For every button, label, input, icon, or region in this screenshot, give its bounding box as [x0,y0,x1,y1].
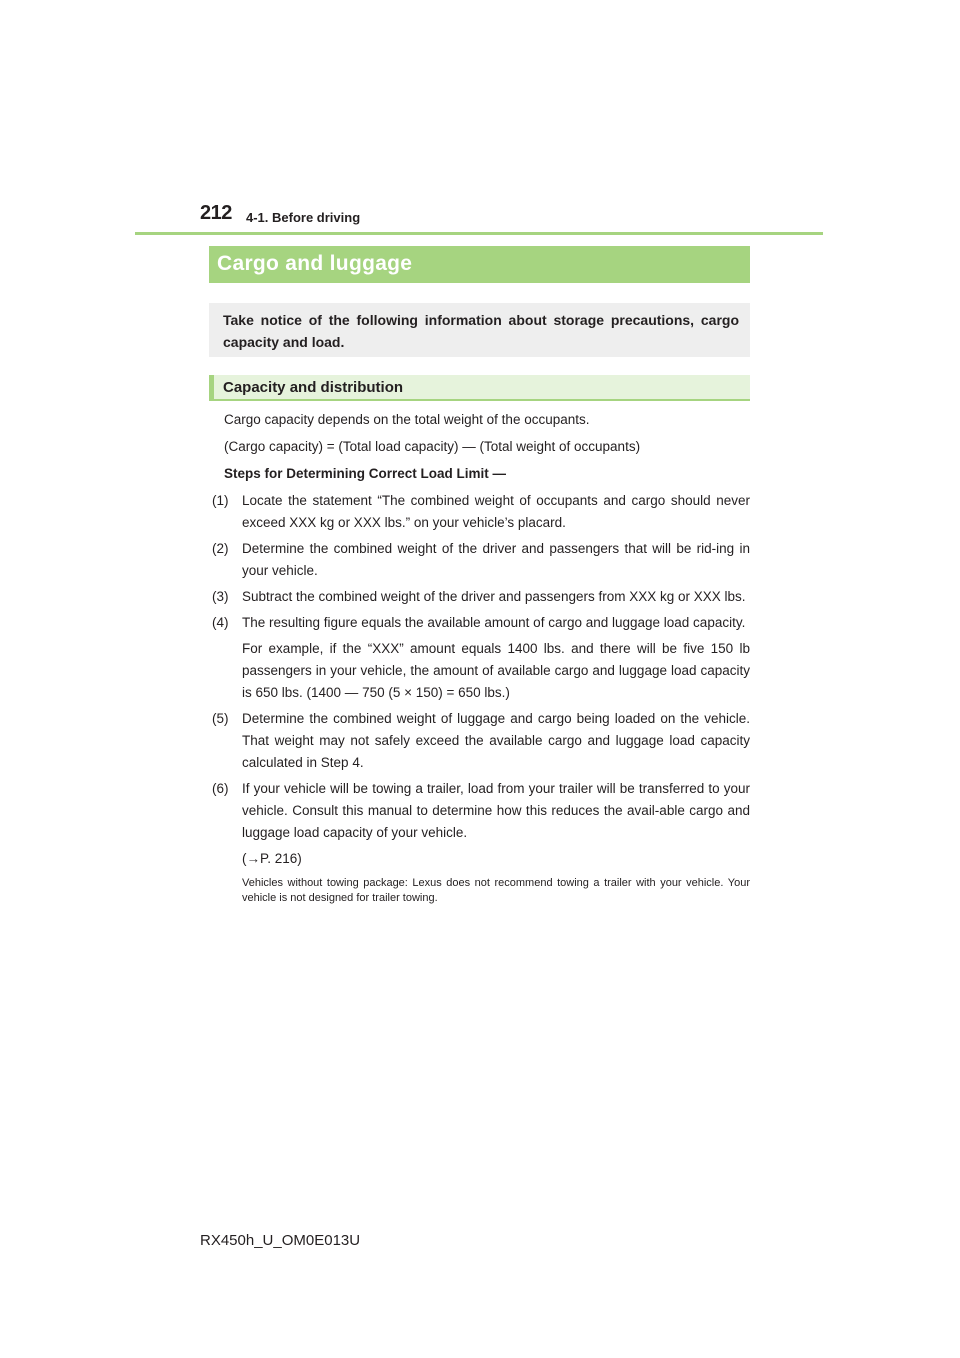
page-number: 212 [200,202,232,224]
section-label: 4-1. Before driving [246,210,361,225]
subsection-bar [209,375,750,401]
step-item [212,778,750,870]
step-text: If your vehicle will be towing a trailer, load from your trailer will be transferred to your vehicle. Consult this manual to determine how this reduces the avail-able cargo and luggage load capacity of your vehicle. [242,781,750,840]
subsection-title: Capacity and distribution [223,379,404,396]
step-item [212,490,750,534]
step-number: (4) [212,615,229,630]
step-number: (5) [212,711,229,726]
footer-model-code: RX450h_U_OM0E013U [200,1232,361,1249]
step-example: For example, if the “XXX” amount equals 1400 lbs. and there will be five 150 lb passengers in your vehicle, the amount of available cargo and luggage load capacity is 650 lbs. (1400 — 750 (5 × 150) = 650 lbs.) [242,641,750,700]
step-text: Determine the combined weight of luggage and cargo being loaded on the vehicle. That weight may not safely exceed the available cargo and luggage load capacity calculated in Step 4. [242,711,750,770]
page-title: Cargo and luggage [217,252,413,275]
page-reference-link[interactable]: (→P. 216) [242,851,302,866]
steps-list [212,490,750,906]
step-number: (2) [212,541,229,556]
step-item [212,612,750,704]
step-item [212,538,750,582]
step-number: (3) [212,589,229,604]
step-text: Determine the combined weight of the driver and passengers that will be rid-ing in your vehicle. [242,541,750,578]
step-text: Subtract the combined weight of the driver and passengers from XXX kg or XXX lbs. [242,589,746,604]
step-item [212,708,750,774]
step-text: The resulting figure equals the available amount of cargo and luggage load capacity. [242,615,746,630]
body-line-2: (Cargo capacity) = (Total load capacity) — (Total weight of occupants) [224,439,641,454]
intro-box [209,303,750,357]
steps-heading: Steps for Determining Correct Load Limit — [224,466,507,481]
intro-text: Take notice of the following information about storage precautions, cargo capacity and load. [223,312,739,350]
header-rule [135,232,823,235]
footnote: Vehicles without towing package: Lexus does not recommend towing a trailer with your vehicle. Your vehicle is not designed for trailer towing. [242,877,750,904]
step-number: (6) [212,781,229,796]
step-text: Locate the statement “The combined weight of occupants and cargo should never exceed XXX kg or XXX lbs.” on your vehicle’s placard. [242,493,750,530]
title-bar [209,246,750,283]
step-number: (1) [212,493,229,508]
subsection-accent [209,375,214,399]
body-line-1: Cargo capacity depends on the total weight of the occupants. [224,412,590,427]
step-item [212,586,750,608]
